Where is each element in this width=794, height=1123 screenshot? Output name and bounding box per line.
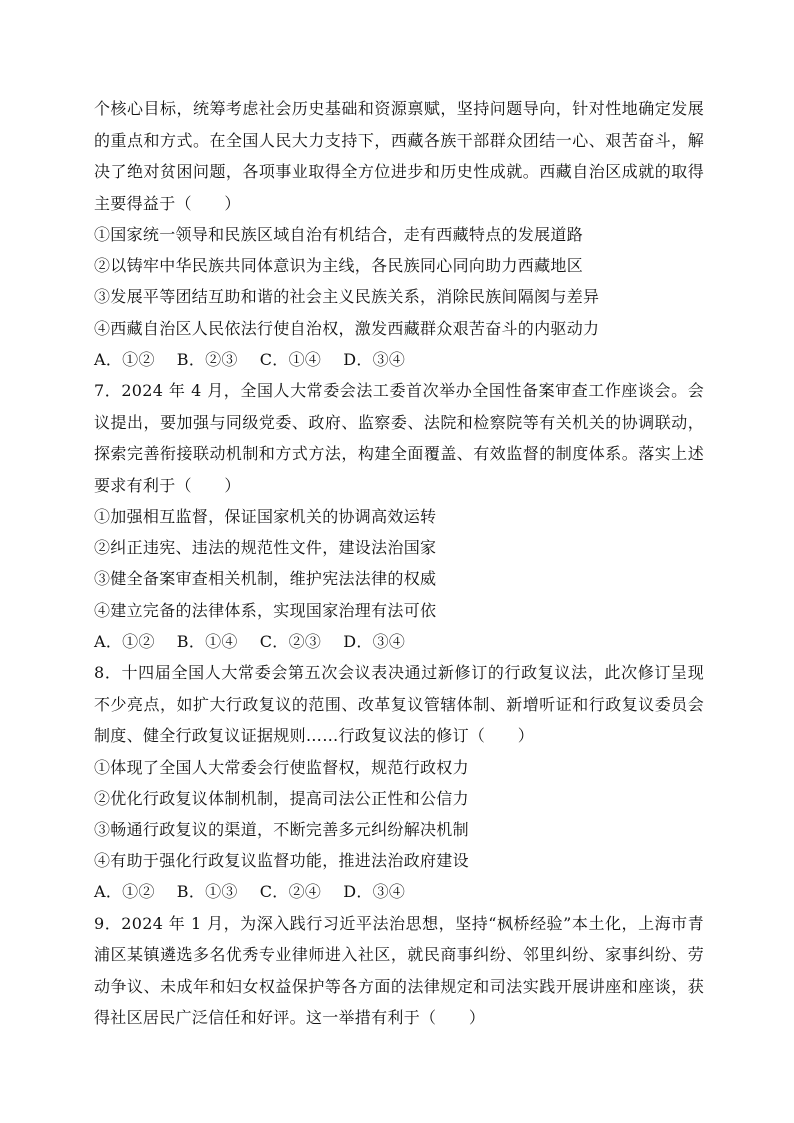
question-6-choice-a: A．①② — [94, 349, 155, 369]
question-8-option-2: ②优化行政复议体制机制，提高司法公正性和公信力 — [94, 788, 469, 808]
question-7-choice-d: D．③④ — [343, 631, 406, 651]
question-7 — [94, 375, 704, 657]
question-9 — [94, 908, 704, 1034]
question-8-option-4: ④有助于强化行政复议监督功能，推进法治政府建设 — [94, 851, 469, 871]
question-7-stem: 7．2024 年 4 月，全国人大常委会法工委首次举办全国性备案审查工作座谈会。会议提出，要加强与同级党委、政府、监察委、法院和检察院等有关机关的协调联动，探索完善衔接联动机制和方式方法，构建全面覆盖、有效监督的制度体系。落实上述要求有利于（ ） — [94, 381, 704, 495]
question-6-choice-c: C．①④ — [259, 349, 322, 369]
question-8-choice-b: B．①③ — [176, 882, 238, 902]
question-7-option-4: ④建立完备的法律体系，实现国家治理有法可依 — [94, 600, 437, 620]
question-6-choice-d: D．③④ — [343, 349, 406, 369]
question-6-option-4: ④西藏自治区人民依法行使自治权，激发西藏群众艰苦奋斗的内驱动力 — [94, 318, 600, 338]
question-8-choice-d: D．③④ — [343, 882, 406, 902]
question-7-option-1: ①加强相互监督，保证国家机关的协调高效运转 — [94, 507, 437, 527]
question-8 — [94, 657, 704, 908]
question-7-choice-c: C．②③ — [259, 631, 322, 651]
question-6-stem: 个核心目标，统筹考虑社会历史基础和资源禀赋，坚持问题导向，针对性地确定发展的重点和方式。在全国人民大力支持下，西藏各族干部群众团结一心、艰苦奋斗，解决了绝对贫困问题，各项事业取得全方位进步和历史性成就。西藏自治区成就的取得主要得益于（ ） — [94, 99, 704, 213]
question-8-option-1: ①体现了全国人大常委会行使监督权，规范行政权力 — [94, 757, 469, 777]
question-6-choice-b: B．②③ — [176, 349, 238, 369]
question-8-choices — [94, 876, 704, 907]
question-6-option-1: ①国家统一领导和民族区域自治有机结合，走有西藏特点的发展道路 — [94, 225, 584, 244]
question-6-option-3: ③发展平等团结互助和谐的社会主义民族关系，消除民族间隔阂与差异 — [94, 287, 600, 307]
question-6-option-2: ②以铸牢中华民族共同体意识为主线，各民族同心同向助力西藏地区 — [94, 256, 584, 276]
question-7-choice-a: A．①② — [94, 631, 155, 651]
question-7-choice-b: B．①④ — [176, 631, 238, 651]
question-8-choice-c: C．②④ — [259, 882, 322, 902]
question-7-option-2: ②纠正违宪、违法的规范性文件，建设法治国家 — [94, 538, 437, 558]
question-8-stem: 8．十四届全国人大常委会第五次会议表决通过新修订的行政复议法，此次修订呈现不少亮点，如扩大行政复议的范围、改革复议管辖体制、新增听证和行政复议委员会制度、健全行政复议证据规则……行政复议法的修订（ ） — [94, 663, 704, 746]
question-9-stem: 9．2024 年 1 月，为深入践行习近平法治思想，坚持“枫桥经验”本土化，上海市青浦区某镇遴选多名优秀专业律师进入社区，就民商事纠纷、邻里纠纷、家事纠纷、劳动争议、未成年和妇女权益保护等各方面的法律规定和司法实践开展讲座和座谈，获得社区居民广泛信任和好评。这一举措有利于（ ） — [94, 913, 704, 1028]
question-7-choices — [94, 626, 704, 657]
question-6 — [94, 93, 704, 375]
question-6-choices — [94, 344, 704, 375]
question-8-option-3: ③畅通行政复议的渠道，不断完善多元纠纷解决机制 — [94, 819, 469, 839]
question-7-option-3: ③健全备案审查相关机制，维护宪法法律的权威 — [94, 569, 437, 589]
question-8-choice-a: A．①② — [94, 882, 155, 902]
